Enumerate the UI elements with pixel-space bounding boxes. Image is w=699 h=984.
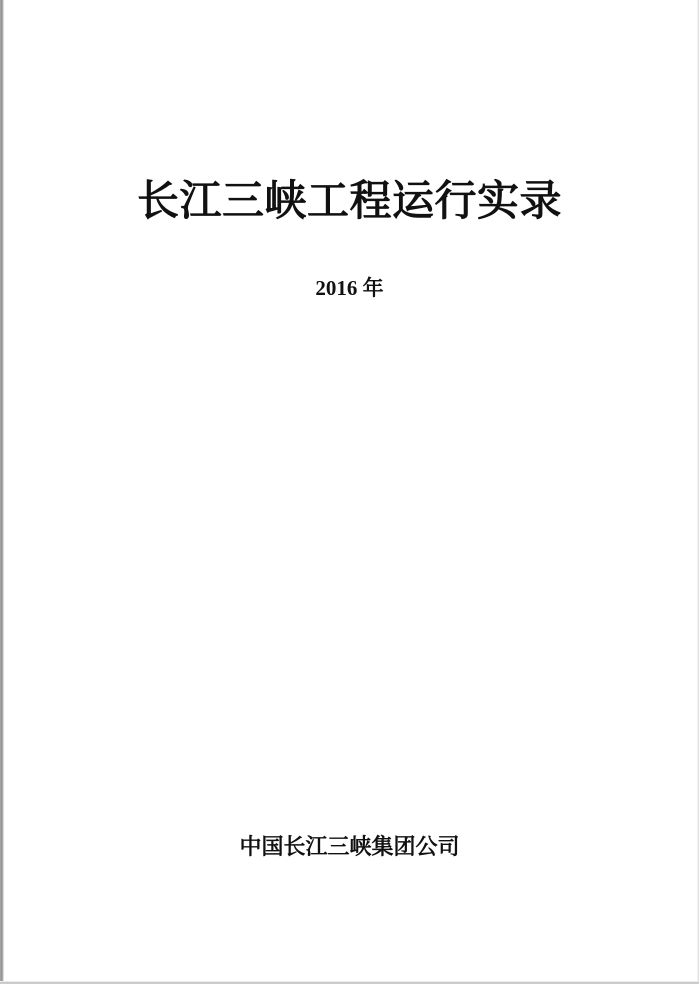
document-company-name: 中国长江三峡集团公司 — [239, 834, 460, 859]
document-year: 2016 年 — [315, 276, 384, 300]
document-title: 长江三峡工程运行实录 — [136, 179, 562, 225]
